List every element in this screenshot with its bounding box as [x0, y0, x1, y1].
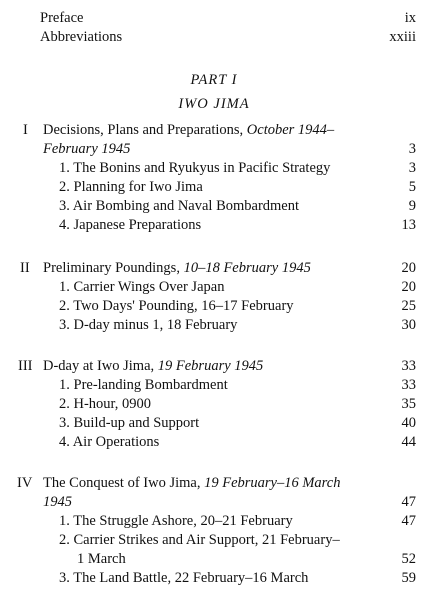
section-entry: 4. Japanese Preparations [59, 217, 202, 233]
toc-page-number: 47 [401, 513, 416, 529]
chapter-numeral: III [18, 358, 33, 374]
section-entry: 2. Planning for Iwo Jima [59, 179, 203, 195]
toc-page-number: 9 [408, 198, 416, 214]
toc-page-number: 3 [408, 141, 416, 157]
toc-page-number: 52 [401, 551, 416, 567]
part-number: PART I [190, 72, 238, 88]
toc-page-number: 35 [401, 396, 416, 412]
chapter-title-text: Decisions, Plans and Preparations, [43, 122, 244, 138]
section-entry: 1. The Struggle Ashore, 20–21 February [59, 513, 293, 529]
chapter-numeral: IV [17, 475, 33, 491]
section-entry: 2. H-hour, 0900 [59, 396, 152, 412]
toc-page-number: 33 [401, 377, 416, 393]
section-entry: 2. Two Days' Pounding, 16–17 February [59, 298, 294, 314]
toc-entry-abbreviations [40, 28, 122, 46]
toc-page-number: 25 [401, 298, 416, 314]
toc-page-number: xxiii [389, 29, 416, 45]
section-entry: 1. Pre-landing Bombardment [59, 377, 228, 393]
toc-page-number: 33 [401, 358, 416, 374]
toc-page-number: 3 [408, 160, 416, 176]
toc-page-number: 44 [401, 434, 416, 450]
section-entry: 3. The Land Battle, 22 February–16 March [59, 570, 309, 586]
chapter-dates: 19 February–16 March [204, 475, 341, 491]
chapter-dates: October 1944– [246, 122, 335, 138]
toc-page-number: 20 [401, 279, 416, 295]
toc-page-number: 20 [401, 260, 416, 276]
toc-page-number: 5 [408, 179, 416, 195]
section-entry-continued: 1 March [77, 551, 126, 567]
toc-label: Abbreviations [40, 29, 123, 45]
toc-page-number: 59 [401, 570, 416, 586]
toc-page-number: 47 [401, 494, 416, 510]
toc-page-number: 30 [401, 317, 416, 333]
toc-label: Preface [40, 10, 84, 26]
section-entry: 3. Build-up and Support [59, 415, 200, 431]
toc-page-number: ix [404, 10, 416, 26]
toc-page-number: 40 [401, 415, 416, 431]
chapter-dates: 10–18 February 1945 [183, 260, 311, 276]
chapter-title [43, 259, 311, 277]
chapter-title [43, 121, 334, 139]
chapter-dates: 19 February 1945 [157, 358, 264, 374]
section-entry: 1. Carrier Wings Over Japan [59, 279, 225, 295]
chapter-title-text: Preliminary Poundings, [43, 260, 180, 276]
section-entry: 3. D-day minus 1, 18 February [59, 317, 238, 333]
toc-entry-preface [40, 9, 83, 27]
chapter-title [43, 474, 340, 492]
toc-page-number: 13 [401, 217, 416, 233]
chapter-dates-continued: February 1945 [43, 141, 131, 157]
section-entry: 1. The Bonins and Ryukyus in Pacific Strategy [59, 160, 331, 176]
chapter-numeral: II [20, 260, 30, 276]
chapter-dates-continued: 1945 [43, 494, 72, 510]
section-entry: 4. Air Operations [59, 434, 160, 450]
chapter-numeral: I [23, 122, 28, 138]
chapter-title [43, 357, 263, 375]
section-entry: 3. Air Bombing and Naval Bombardment [59, 198, 300, 214]
chapter-title-text: D-day at Iwo Jima, [43, 358, 155, 374]
part-title: IWO JIMA [178, 96, 250, 112]
chapter-title-text: The Conquest of Iwo Jima, [43, 475, 201, 491]
section-entry: 2. Carrier Strikes and Air Support, 21 February– [59, 532, 340, 548]
